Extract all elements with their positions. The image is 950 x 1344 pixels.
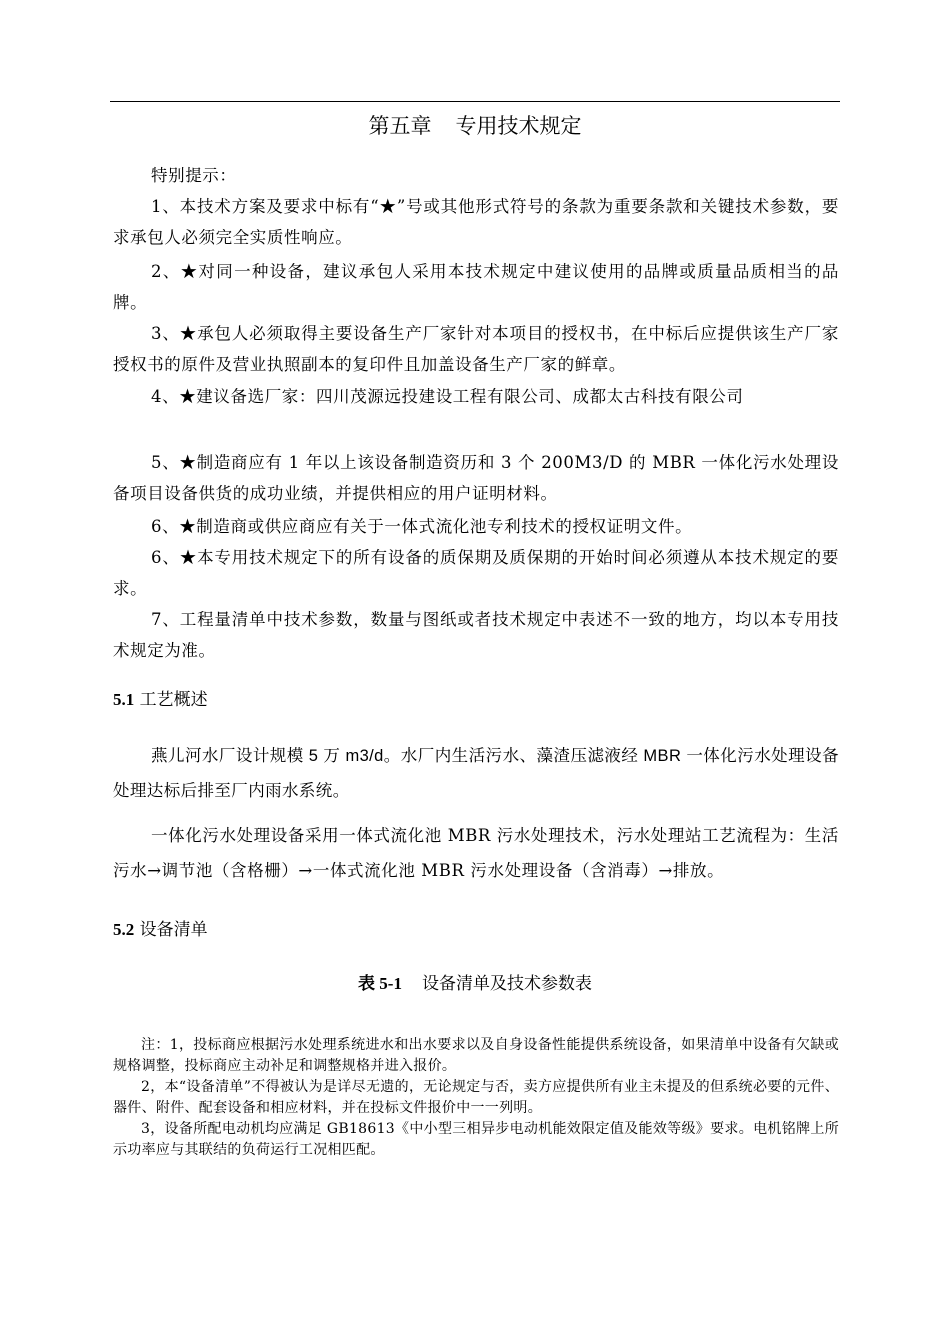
chapter-name: 专用技术规定 <box>455 114 582 138</box>
note-1: 注：1，投标商应根据污水处理系统进水和出水要求以及自身设备性能提供系统设备，如果清单中设备有欠缺或规格调整，投标商应主动补足和调整规格并进入报价。 <box>113 1037 839 1074</box>
section-5-1-number: 5.1 <box>113 690 135 709</box>
section-5-1-paragraph-1: 燕儿河水厂设计规模 5 万 m3/d。水厂内生活污水、藻渣压滤液经 MBR 一体化污水处理设备处理达标后排至厂内雨水系统。 <box>113 747 839 800</box>
note-3: 3，设备所配电动机均应满足 GB18613《中小型三相异步电动机能效限定值及能效等级》要求。电机铭牌上所示功率应与其联结的负荷运行工况相匹配。 <box>113 1121 839 1158</box>
notice-item-7: 6、★本专用技术规定下的所有设备的质保期及质保期的开始时间必须遵从本技术规定的要求。 <box>113 548 839 598</box>
chapter-title <box>110 110 840 142</box>
table-label: 表 5-1 <box>358 974 402 993</box>
table-notes <box>113 1035 839 1161</box>
notice-item-1: 1、本技术方案及要求中标有“★”号或其他形式符号的条款为重要条款和关键技术参数，要求承包人必须完全实质性响应。 <box>113 197 839 247</box>
notice-item-5: 5、★制造商应有 1 年以上该设备制造资历和 3 个 200M3/D 的 MBR 一体化污水处理设备项目设备供货的成功业绩，并提供相应的用户证明材料。 <box>113 453 839 503</box>
table-caption <box>110 970 840 998</box>
header-rule <box>110 101 840 102</box>
chapter-label: 第五章 <box>368 114 432 138</box>
section-5-2-number: 5.2 <box>113 920 135 939</box>
notice-heading: 特别提示： <box>151 166 237 185</box>
section-5-2-heading <box>113 916 208 944</box>
note-2: 2，本“设备清单”不得被认为是详尽无遗的，无论规定与否，卖方应提供所有业主未提及的但系统必要的元件、器件、附件、配套设备和相应材料，并在投标文件报价中一一列明。 <box>113 1079 839 1116</box>
notice-item-8: 7、工程量清单中技术参数，数量与图纸或者技术规定中表述不一致的地方，均以本专用技术规定为准。 <box>113 610 839 660</box>
notice-item-2: 2、★对同一种设备，建议承包人采用本技术规定中建议使用的品牌或质量品质相当的品牌。 <box>113 262 839 312</box>
section-5-2-title: 设备清单 <box>139 920 208 940</box>
notice-item-3: 3、★承包人必须取得主要设备生产厂家针对本项目的授权书，在中标后应提供该生产厂家授权书的原件及营业执照副本的复印件且加盖设备生产厂家的鲜章。 <box>113 324 839 374</box>
notice-item-4: 4、★建议备选厂家：四川茂源远投建设工程有限公司、成都太古科技有限公司 <box>151 387 744 406</box>
section-5-1-paragraph-2: 一体化污水处理设备采用一体式流化池 MBR 污水处理技术，污水处理站工艺流程为：生活污水→调节池（含格栅）→一体式流化池 MBR 污水处理设备（含消毒）→排放。 <box>113 826 839 880</box>
section-5-1-heading <box>113 686 208 714</box>
section-5-1-title: 工艺概述 <box>139 690 208 710</box>
table-title: 设备清单及技术参数表 <box>421 974 592 994</box>
notice-item-6: 6、★制造商或供应商应有关于一体式流化池专利技术的授权证明文件。 <box>151 517 693 536</box>
